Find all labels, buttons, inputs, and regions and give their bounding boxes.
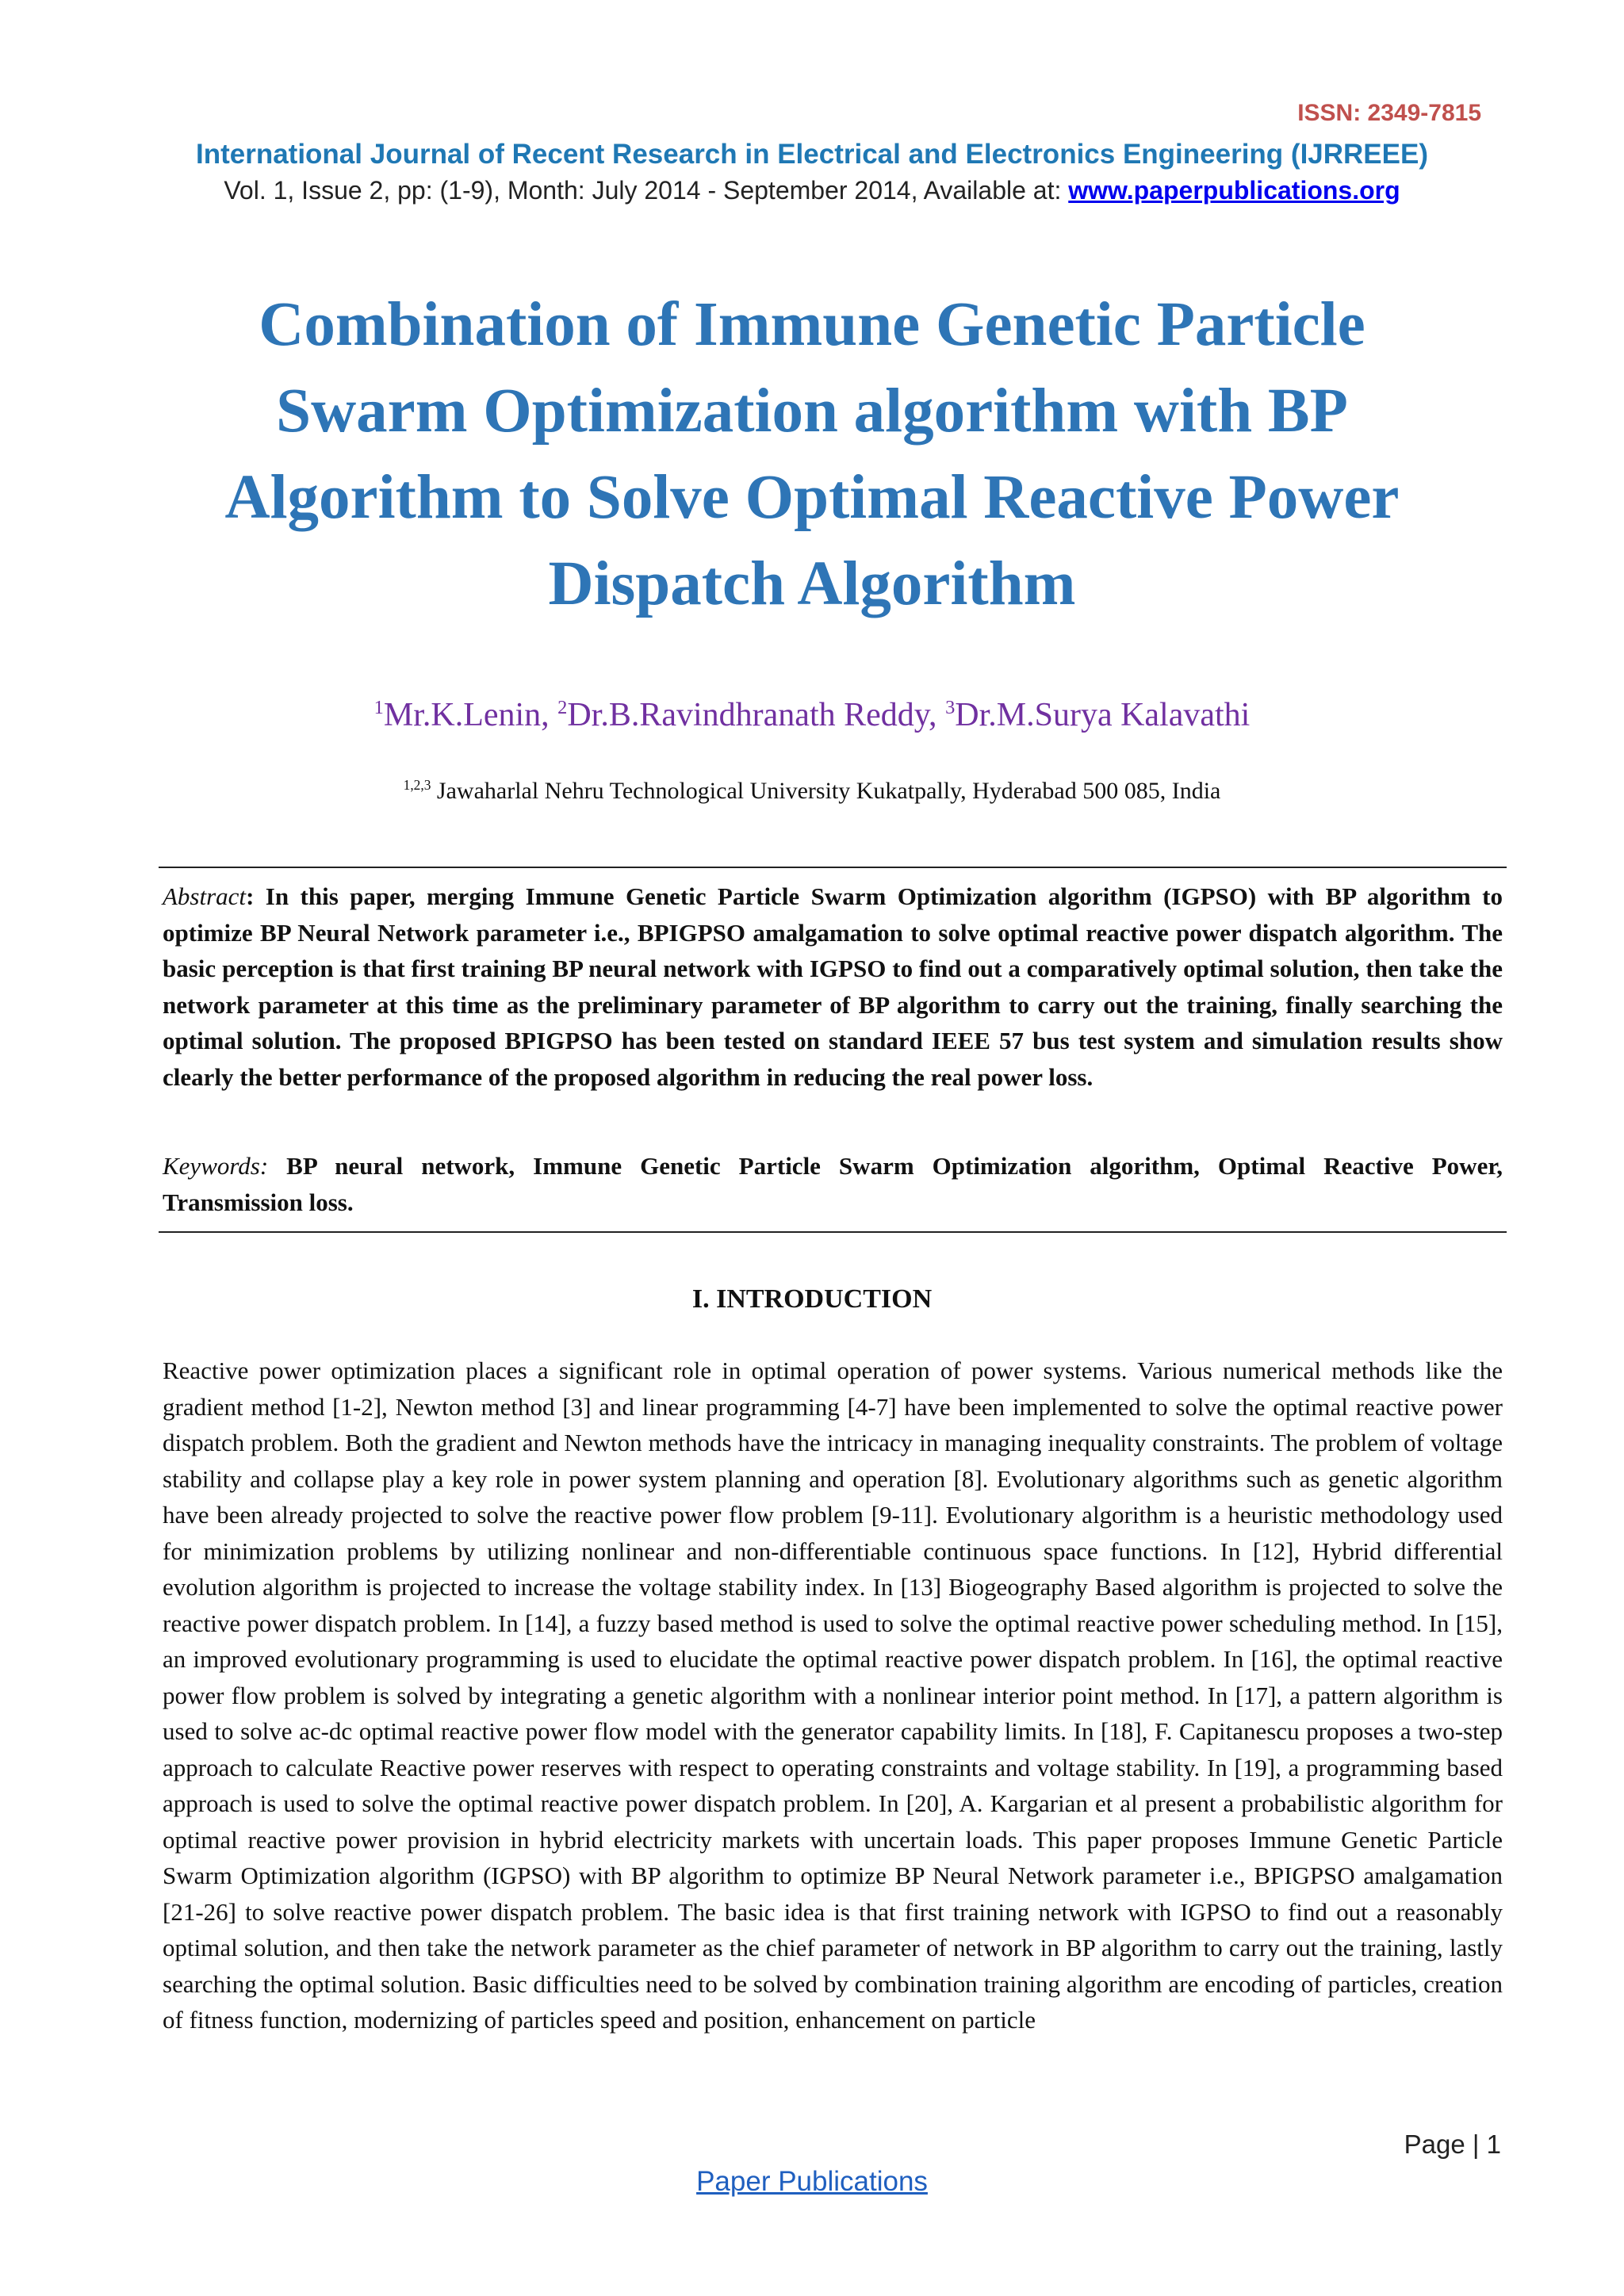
author-1-sup: 1 (373, 697, 384, 718)
abstract-text: : In this paper, merging Immune Genetic Particle Swarm Optimization algorithm (IGPSO) with BP algorithm to optimize BP Neural Network parameter i.e., BPIGPSO amalgamation to solve optimal reactive power dispatch algorithm. The basic perception is that first training BP neural network with IGPSO to find out a comparatively optimal solution, then take the network parameter at this time as the preliminary parameter of BP algorithm to carry out the training, finally searching the optimal solution. The proposed BPIGPSO has been tested on standard IEEE 57 bus test system and simulation results show clearly the better performance of the proposed algorithm in reducing the real power loss. (163, 882, 1503, 1091)
abstract-bottom-rule (159, 1231, 1507, 1233)
author-1-name: Mr.K.Lenin, (383, 697, 558, 733)
keywords-label: Keywords: (163, 1152, 269, 1180)
section-heading: I. INTRODUCTION (691, 1284, 933, 1314)
abstract-label: Abstract (163, 882, 247, 910)
affiliation-text: Jawaharlal Nehru Technological University Kukatpally, Hyderabad 500 085, India (431, 778, 1221, 804)
keywords-text: BP neural network, Immune Genetic Particle Swarm Optimization algorithm, Optimal Reactive Power, Transmission loss. (163, 1152, 1503, 1216)
author-3-name: Dr.M.Surya Kalavathi (955, 697, 1251, 733)
volume-info (0, 176, 1624, 205)
intro-paragraph: Reactive power optimization places a significant role in optimal operation of power systems. Various numerical methods like the gradient method [1-2], Newton method [3] and linear programming [4-7] have been implemented to solve the optimal reactive power dispatch problem. Both the gradient and Newton methods have the intricacy in managing inequality constraints. The problem of voltage stability and collapse play a key role in power system planning and operation [8]. Evolutionary algorithms such as genetic algorithm have been already projected to solve the reactive power flow problem [9-11]. Evolutionary algorithm is a heuristic methodology used for minimization problems by utilizing nonlinear and non-differentiable continuous space functions. In [12], Hybrid differential evolution algorithm is projected to increase the voltage stability index. In [13] Biogeography Based algorithm is projected to solve the reactive power dispatch problem. In [14], a fuzzy based method is used to solve the optimal reactive power scheduling method. In [15], an improved evolutionary programming is used to elucidate the optimal reactive power dispatch problem. In [16], the optimal reactive power flow problem is solved by integrating a genetic algorithm with a nonlinear interior point method. In [17], a pattern algorithm is used to solve ac-dc optimal reactive power flow model with the generator capability limits. In [18], F. Capitanescu proposes a two-step approach to calculate Reactive power reserves with respect to operating constraints and voltage stability. In [19], a programming based approach is used to solve the optimal reactive power dispatch problem. In [20], A. Kargarian et al present a probabilistic algorithm for optimal reactive power provision in hybrid electricity markets with uncertain loads. This paper proposes Immune Genetic Particle Swarm Optimization algorithm (IGPSO) with BP algorithm to optimize BP Neural Network parameter i.e., BPIGPSO amalgamation [21-26] to solve reactive power dispatch problem. The basic idea is that first training network with IGPSO to find out a reasonably optimal solution, and then take the network parameter as the chief parameter of network in BP algorithm to carry out the training, lastly searching the optimal solution. Basic difficulties need to be solved by combination training algorithm are encoding of particles, creation of fitness function, modernizing of particles speed and position, enhancement on particle (163, 1357, 1503, 2034)
journal-name: International Journal of Recent Research in Electrical and Electronics Engineering (IJRREEE) (195, 139, 1428, 170)
author-2-name: Dr.B.Ravindhranath Reddy, (567, 697, 946, 733)
volume-text: Vol. 1, Issue 2, pp: (1-9), Month: July 2014 - September 2014, Available at: (224, 176, 1069, 205)
footer (0, 2166, 1624, 2198)
author-2-sup: 2 (557, 697, 568, 718)
issn-label: ISSN: 2349-7815 (1297, 100, 1481, 126)
affiliation-sup: 1,2,3 (403, 777, 431, 793)
keywords-paragraph (163, 1148, 1503, 1220)
author-3-sup: 3 (945, 697, 956, 718)
publisher-link[interactable]: Paper Publications (696, 2166, 928, 2197)
affiliation (0, 777, 1624, 805)
abstract-top-rule (159, 867, 1507, 868)
author-list (0, 696, 1624, 734)
abstract-paragraph (163, 878, 1503, 1095)
page-number: Page | 1 (1404, 2130, 1501, 2159)
paper-title: Combination of Immune Genetic Particle Swarm Optimization algorithm with BP Algorithm to Solve Optimal Reactive Power Dispatch Algorithm (224, 290, 1400, 618)
website-link[interactable]: www.paperpublications.org (1068, 176, 1400, 205)
